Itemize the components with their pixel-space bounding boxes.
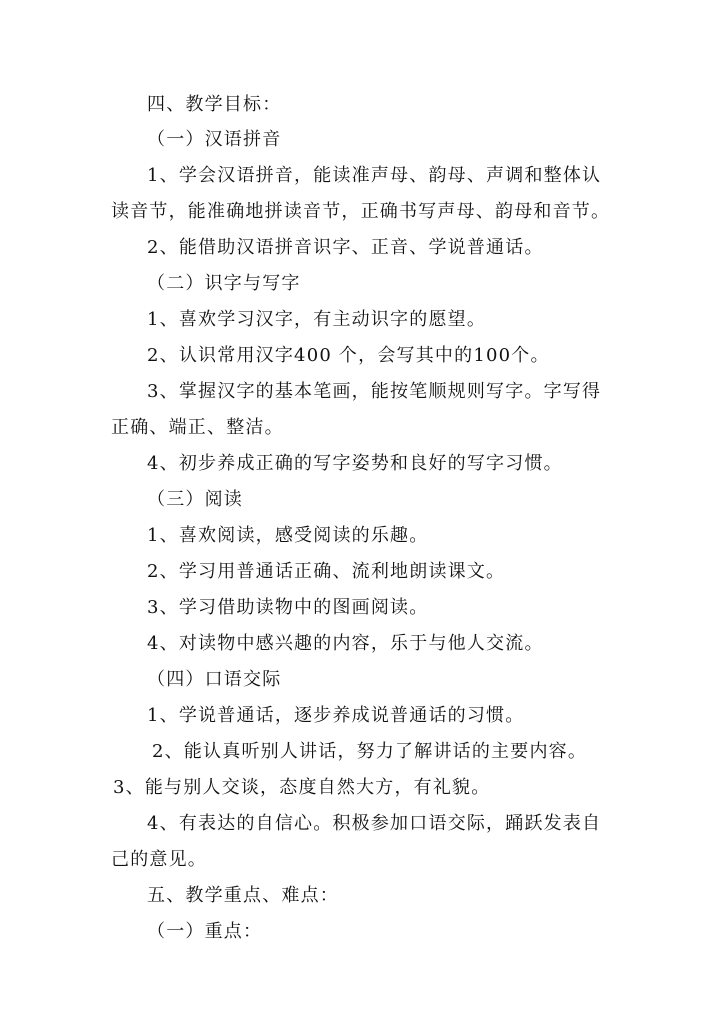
paragraph-line: 2、能借助汉语拼音识字、正音、学说普通话。	[147, 237, 544, 258]
subheading-pinyin: （一）汉语拼音	[147, 129, 282, 150]
paragraph-line: 4、有表达的自信心。积极参加口语交际，踊跃发表自	[147, 813, 602, 834]
paragraph-line: 正确、端正、整洁。	[111, 417, 284, 438]
paragraph-line: 1、喜欢学习汉字，有主动识字的愿望。	[147, 309, 487, 330]
section-heading-teaching-goals: 四、教学目标：	[147, 94, 282, 115]
paragraph-line: 己的意见。	[111, 849, 207, 870]
subheading-oral-communication: （四）口语交际	[147, 669, 282, 690]
paragraph-line: 2、学习用普通话正确、流利地朗读课文。	[147, 561, 506, 582]
subheading-reading: （三）阅读	[147, 489, 243, 510]
paragraph-line: 3、能与别人交谈，态度自然大方，有礼貌。	[113, 777, 491, 798]
paragraph-line: 3、学习借助读物中的图画阅读。	[147, 597, 429, 618]
subheading-key-points: （一）重点：	[147, 921, 263, 942]
paragraph-line: 4、对读物中感兴趣的内容，乐于与他人交流。	[147, 633, 544, 654]
paragraph-line: 1、喜欢阅读，感受阅读的乐趣。	[147, 525, 429, 546]
paragraph-line: 2、能认真听别人讲话，努力了解讲话的主要内容。	[152, 741, 588, 762]
paragraph-line: 读音节，能准确地拼读音节，正确书写声母、韵母和音节。	[111, 201, 611, 222]
paragraph-line: 4、初步养成正确的写字姿势和良好的写字习惯。	[147, 453, 563, 474]
subheading-literacy-writing: （二）识字与写字	[147, 273, 301, 294]
paragraph-line: 3、掌握汉字的基本笔画，能按笔顺规则写字。字写得	[147, 381, 602, 402]
paragraph-line: 2、认识常用汉字400 个，会写其中的100个。	[147, 345, 550, 366]
paragraph-line: 1、学说普通话，逐步养成说普通话的习惯。	[147, 705, 525, 726]
paragraph-line: 1、学会汉语拼音，能读准声母、韵母、声调和整体认	[147, 165, 602, 186]
section-heading-key-points: 五、教学重点、难点：	[147, 885, 339, 906]
